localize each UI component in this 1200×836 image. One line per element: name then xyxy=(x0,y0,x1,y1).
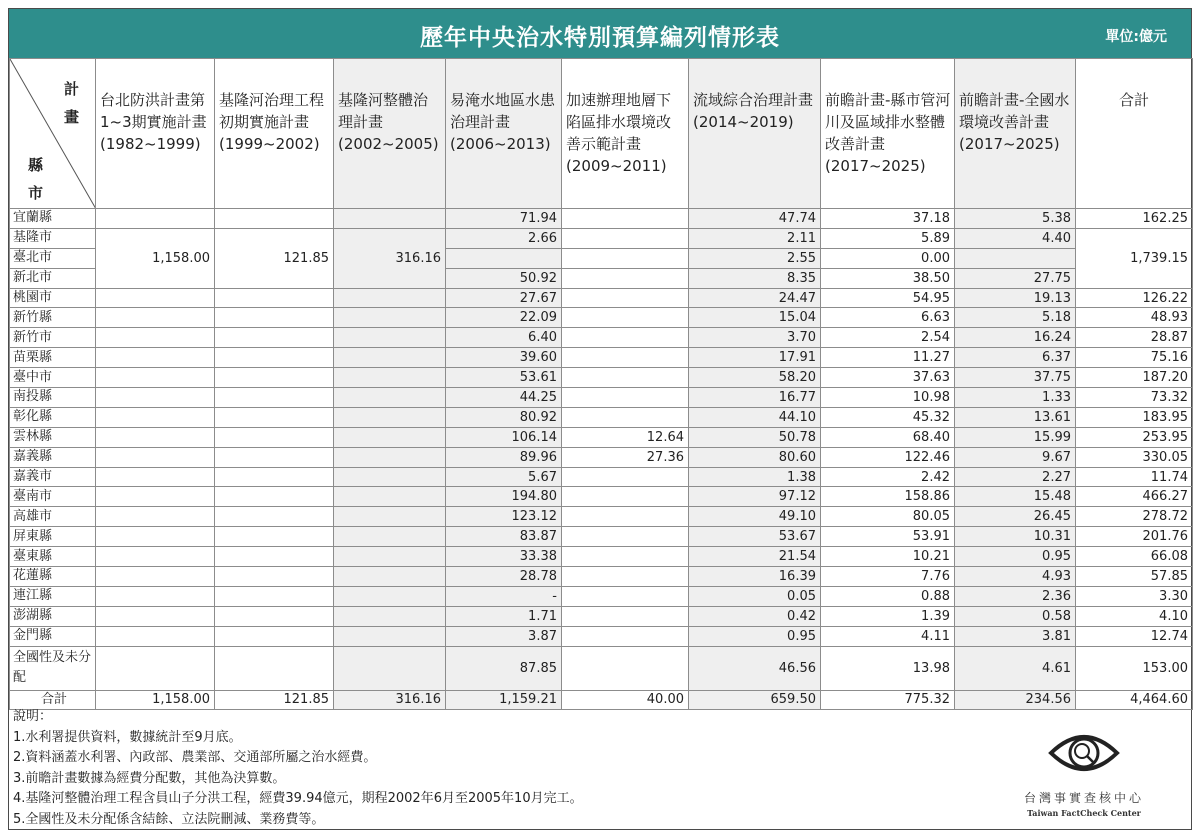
empty-cell xyxy=(96,507,215,527)
basin-value-cell: 24.47 xyxy=(689,288,821,308)
subsidence-value-cell xyxy=(562,407,689,427)
forward-water-value-cell: 5.38 xyxy=(955,209,1076,229)
county-name-cell: 臺南市 xyxy=(10,487,96,507)
forward-river-value-cell: 11.27 xyxy=(821,348,955,368)
budget-table-figure xyxy=(8,8,1192,830)
basin-value-cell: 2.11 xyxy=(689,228,821,248)
flood-prone-value-cell: 71.94 xyxy=(446,209,562,229)
row-total-cell: 201.76 xyxy=(1076,527,1193,547)
empty-cell xyxy=(96,407,215,427)
table-row xyxy=(10,626,1193,646)
forward-water-value-cell: 6.37 xyxy=(955,348,1076,368)
subsidence-value-cell xyxy=(562,248,689,268)
empty-cell xyxy=(215,447,334,467)
county-name-cell: 雲林縣 xyxy=(10,427,96,447)
flood-prone-value-cell: 28.78 xyxy=(446,567,562,587)
subsidence-value-cell xyxy=(562,328,689,348)
corner-county-label: 縣 市 xyxy=(28,156,44,202)
forward-water-value-cell: 1.33 xyxy=(955,388,1076,408)
county-name-cell: 苗栗縣 xyxy=(10,348,96,368)
empty-cell xyxy=(96,467,215,487)
table-row xyxy=(10,467,1193,487)
table-row xyxy=(10,527,1193,547)
forward-water-value-cell: 26.45 xyxy=(955,507,1076,527)
table-row xyxy=(10,407,1193,427)
row-total-cell: 28.87 xyxy=(1076,328,1193,348)
basin-value-cell: 2.55 xyxy=(689,248,821,268)
basin-value-cell: 97.12 xyxy=(689,487,821,507)
forward-water-value-cell: 13.61 xyxy=(955,407,1076,427)
table-row xyxy=(10,348,1193,368)
grand-total-cell: 316.16 xyxy=(334,690,446,709)
empty-cell xyxy=(334,527,446,547)
row-total-cell: 57.85 xyxy=(1076,567,1193,587)
grand-total-cell: 4,464.60 xyxy=(1076,690,1193,709)
forward-water-value-cell: 16.24 xyxy=(955,328,1076,348)
subsidence-value-cell xyxy=(562,467,689,487)
flood-prone-value-cell: 106.14 xyxy=(446,427,562,447)
subsidence-value-cell xyxy=(562,268,689,288)
flood-prone-value-cell: 87.85 xyxy=(446,646,562,690)
header-flood-prone: 易淹水地區水患治理計畫(2006~2013) xyxy=(446,59,562,209)
empty-cell xyxy=(215,586,334,606)
row-total-cell: 73.32 xyxy=(1076,388,1193,408)
flood-prone-value-cell xyxy=(446,248,562,268)
note-line: 1.水利署提供資料，數據統計至9月底。 xyxy=(13,729,242,745)
title-bar xyxy=(9,9,1191,58)
flood-prone-value-cell: 6.40 xyxy=(446,328,562,348)
forward-river-value-cell: 2.42 xyxy=(821,467,955,487)
basin-value-cell: 49.10 xyxy=(689,507,821,527)
county-name-cell: 臺東縣 xyxy=(10,547,96,567)
forward-river-value-cell: 13.98 xyxy=(821,646,955,690)
county-name-cell: 花蓮縣 xyxy=(10,567,96,587)
header-keelung-overall: 基隆河整體治理計畫(2002~2005) xyxy=(334,59,446,209)
empty-cell xyxy=(96,527,215,547)
row-total-cell: 11.74 xyxy=(1076,467,1193,487)
county-name-cell: 桃園市 xyxy=(10,288,96,308)
county-name-cell: 宜蘭縣 xyxy=(10,209,96,229)
row-total-cell: 278.72 xyxy=(1076,507,1193,527)
forward-river-value-cell: 4.11 xyxy=(821,626,955,646)
budget-table xyxy=(9,58,1193,710)
forward-river-value-cell: 0.00 xyxy=(821,248,955,268)
row-total-cell: 4.10 xyxy=(1076,606,1193,626)
empty-cell xyxy=(96,646,215,690)
forward-river-value-cell: 37.63 xyxy=(821,368,955,388)
row-total-cell: 162.25 xyxy=(1076,209,1193,229)
table-row xyxy=(10,447,1193,467)
basin-value-cell: 16.39 xyxy=(689,567,821,587)
empty-cell xyxy=(334,447,446,467)
header-subsidence: 加速辦理地層下陷區排水環境改善示範計畫(2009~2011) xyxy=(562,59,689,209)
empty-cell xyxy=(215,348,334,368)
flood-prone-value-cell: 194.80 xyxy=(446,487,562,507)
empty-cell xyxy=(334,368,446,388)
flood-prone-value-cell: 89.96 xyxy=(446,447,562,467)
forward-river-value-cell: 1.39 xyxy=(821,606,955,626)
empty-cell xyxy=(96,368,215,388)
empty-cell xyxy=(96,547,215,567)
forward-water-value-cell: 3.81 xyxy=(955,626,1076,646)
unit-label: 單位:億元 xyxy=(1105,29,1167,45)
logo xyxy=(1009,723,1159,823)
forward-water-value-cell: 5.18 xyxy=(955,308,1076,328)
subsidence-value-cell: 27.36 xyxy=(562,447,689,467)
flood-prone-value-cell: 22.09 xyxy=(446,308,562,328)
grand-total-cell: 1,159.21 xyxy=(446,690,562,709)
empty-cell xyxy=(96,567,215,587)
empty-cell xyxy=(334,586,446,606)
header-total: 合計 xyxy=(1076,59,1193,209)
subsidence-value-cell xyxy=(562,626,689,646)
grand-total-cell: 40.00 xyxy=(562,690,689,709)
table-row xyxy=(10,388,1193,408)
forward-water-value-cell: 15.48 xyxy=(955,487,1076,507)
county-name-cell: 嘉義縣 xyxy=(10,447,96,467)
row-total-cell: 75.16 xyxy=(1076,348,1193,368)
header-forward-water: 前瞻計畫-全國水環境改善計畫(2017~2025) xyxy=(955,59,1076,209)
forward-river-value-cell: 68.40 xyxy=(821,427,955,447)
county-name-cell: 基隆市 xyxy=(10,228,96,248)
forward-water-value-cell: 0.95 xyxy=(955,547,1076,567)
flood-prone-value-cell: 53.61 xyxy=(446,368,562,388)
empty-cell xyxy=(334,606,446,626)
forward-water-value-cell: 10.31 xyxy=(955,527,1076,547)
empty-cell xyxy=(215,527,334,547)
row-total-cell: 330.05 xyxy=(1076,447,1193,467)
header-basin: 流域綜合治理計畫(2014~2019) xyxy=(689,59,821,209)
flood-prone-value-cell: 80.92 xyxy=(446,407,562,427)
basin-value-cell: 58.20 xyxy=(689,368,821,388)
row-total-cell: 48.93 xyxy=(1076,308,1193,328)
flood-prone-value-cell: 33.38 xyxy=(446,547,562,567)
forward-river-value-cell: 6.63 xyxy=(821,308,955,328)
empty-cell xyxy=(215,427,334,447)
header-forward-river: 前瞻計畫-縣市管河川及區域排水整體改善計畫(2017~2025) xyxy=(821,59,955,209)
subsidence-value-cell xyxy=(562,308,689,328)
empty-cell xyxy=(215,626,334,646)
merged-north-total-cell: 1,739.15 xyxy=(1076,228,1193,288)
empty-cell xyxy=(96,348,215,368)
table-row xyxy=(10,567,1193,587)
empty-cell xyxy=(334,547,446,567)
merged-taipei-flood-cell: 1,158.00 xyxy=(96,228,215,288)
basin-value-cell: 47.74 xyxy=(689,209,821,229)
forward-water-value-cell: 19.13 xyxy=(955,288,1076,308)
basin-value-cell: 8.35 xyxy=(689,268,821,288)
subsidence-value-cell xyxy=(562,288,689,308)
basin-value-cell: 21.54 xyxy=(689,547,821,567)
empty-cell xyxy=(215,567,334,587)
empty-cell xyxy=(334,328,446,348)
empty-cell xyxy=(215,209,334,229)
table-row xyxy=(10,308,1193,328)
empty-cell xyxy=(96,606,215,626)
table-row-national xyxy=(10,646,1193,690)
flood-prone-value-cell: 2.66 xyxy=(446,228,562,248)
county-name-cell: 臺中市 xyxy=(10,368,96,388)
empty-cell xyxy=(334,288,446,308)
county-name-cell: 連江縣 xyxy=(10,586,96,606)
table-row xyxy=(10,547,1193,567)
merged-keelung-initial-cell: 121.85 xyxy=(215,228,334,288)
forward-river-value-cell: 37.18 xyxy=(821,209,955,229)
basin-value-cell: 3.70 xyxy=(689,328,821,348)
empty-cell xyxy=(96,308,215,328)
flood-prone-value-cell: 39.60 xyxy=(446,348,562,368)
grand-total-cell: 775.32 xyxy=(821,690,955,709)
forward-water-value-cell: 4.93 xyxy=(955,567,1076,587)
row-total-cell: 126.22 xyxy=(1076,288,1193,308)
basin-value-cell: 44.10 xyxy=(689,407,821,427)
empty-cell xyxy=(334,626,446,646)
empty-cell xyxy=(96,209,215,229)
subsidence-value-cell xyxy=(562,228,689,248)
table-row xyxy=(10,228,1193,248)
row-total-cell: 12.74 xyxy=(1076,626,1193,646)
empty-cell xyxy=(334,507,446,527)
logo-name-en: Taiwan FactCheck Center xyxy=(1027,808,1141,818)
empty-cell xyxy=(334,646,446,690)
subsidence-value-cell xyxy=(562,646,689,690)
empty-cell xyxy=(96,288,215,308)
eye-magnifier-icon xyxy=(1009,723,1159,789)
subsidence-value-cell xyxy=(562,586,689,606)
basin-value-cell: 15.04 xyxy=(689,308,821,328)
row-total-cell: 153.00 xyxy=(1076,646,1193,690)
county-name-cell: 新北市 xyxy=(10,268,96,288)
empty-cell xyxy=(334,308,446,328)
notes xyxy=(13,707,583,830)
forward-river-value-cell: 53.91 xyxy=(821,527,955,547)
table-row xyxy=(10,487,1193,507)
table-row xyxy=(10,427,1193,447)
forward-water-value-cell: 9.67 xyxy=(955,447,1076,467)
empty-cell xyxy=(96,328,215,348)
table-row xyxy=(10,209,1193,229)
forward-river-value-cell: 122.46 xyxy=(821,447,955,467)
forward-river-value-cell: 45.32 xyxy=(821,407,955,427)
flood-prone-value-cell: 1.71 xyxy=(446,606,562,626)
basin-value-cell: 53.67 xyxy=(689,527,821,547)
subsidence-value-cell xyxy=(562,567,689,587)
empty-cell xyxy=(334,427,446,447)
subsidence-value-cell xyxy=(562,368,689,388)
basin-value-cell: 0.42 xyxy=(689,606,821,626)
flood-prone-value-cell: 123.12 xyxy=(446,507,562,527)
table-row xyxy=(10,328,1193,348)
row-total-cell: 466.27 xyxy=(1076,487,1193,507)
subsidence-value-cell xyxy=(562,527,689,547)
empty-cell xyxy=(215,646,334,690)
subsidence-value-cell xyxy=(562,606,689,626)
subsidence-value-cell xyxy=(562,487,689,507)
empty-cell xyxy=(215,547,334,567)
forward-river-value-cell: 80.05 xyxy=(821,507,955,527)
logo-name-cn: 台灣事實查核中心 xyxy=(1023,791,1144,805)
forward-river-value-cell: 158.86 xyxy=(821,487,955,507)
note-line: 5.全國性及未分配係含結餘、立法院刪減、業務費等。 xyxy=(13,811,325,827)
row-total-cell: 66.08 xyxy=(1076,547,1193,567)
county-name-cell: 全國性及未分配 xyxy=(10,646,96,690)
forward-river-value-cell: 7.76 xyxy=(821,567,955,587)
forward-water-value-cell: 37.75 xyxy=(955,368,1076,388)
forward-water-value-cell: 2.36 xyxy=(955,586,1076,606)
empty-cell xyxy=(215,388,334,408)
basin-value-cell: 16.77 xyxy=(689,388,821,408)
empty-cell xyxy=(96,487,215,507)
basin-value-cell: 0.95 xyxy=(689,626,821,646)
subsidence-value-cell xyxy=(562,388,689,408)
empty-cell xyxy=(215,467,334,487)
empty-cell xyxy=(215,487,334,507)
county-name-cell: 嘉義市 xyxy=(10,467,96,487)
forward-water-value-cell: 27.75 xyxy=(955,268,1076,288)
empty-cell xyxy=(96,427,215,447)
table-row xyxy=(10,507,1193,527)
empty-cell xyxy=(215,288,334,308)
empty-cell xyxy=(334,567,446,587)
merged-keelung-overall-cell: 316.16 xyxy=(334,228,446,288)
flood-prone-value-cell: 83.87 xyxy=(446,527,562,547)
empty-cell xyxy=(334,388,446,408)
total-label-cell: 合計 xyxy=(10,690,96,709)
grand-total-cell: 659.50 xyxy=(689,690,821,709)
empty-cell xyxy=(215,308,334,328)
header-taipei-flood: 台北防洪計畫第1~3期實施計畫(1982~1999) xyxy=(96,59,215,209)
table-row xyxy=(10,368,1193,388)
empty-cell xyxy=(215,606,334,626)
forward-water-value-cell: 0.58 xyxy=(955,606,1076,626)
county-name-cell: 新竹縣 xyxy=(10,308,96,328)
forward-river-value-cell: 2.54 xyxy=(821,328,955,348)
forward-river-value-cell: 0.88 xyxy=(821,586,955,606)
corner-plan-label: 計 畫 xyxy=(63,80,79,126)
subsidence-value-cell xyxy=(562,209,689,229)
diagonal-line xyxy=(10,59,96,209)
empty-cell xyxy=(96,626,215,646)
forward-river-value-cell: 54.95 xyxy=(821,288,955,308)
forward-river-value-cell: 10.21 xyxy=(821,547,955,567)
row-total-cell: 3.30 xyxy=(1076,586,1193,606)
basin-value-cell: 46.56 xyxy=(689,646,821,690)
flood-prone-value-cell: 50.92 xyxy=(446,268,562,288)
forward-water-value-cell: 15.99 xyxy=(955,427,1076,447)
subsidence-value-cell xyxy=(562,547,689,567)
subsidence-value-cell: 12.64 xyxy=(562,427,689,447)
page-title: 歷年中央治水特別預算編列情形表 xyxy=(420,25,780,51)
table-row xyxy=(10,606,1193,626)
subsidence-value-cell xyxy=(562,507,689,527)
note-line: 2.資料涵蓋水利署、內政部、農業部、交通部所屬之治水經費。 xyxy=(13,750,377,765)
grand-total-cell: 121.85 xyxy=(215,690,334,709)
county-name-cell: 南投縣 xyxy=(10,388,96,408)
header-keelung-initial: 基隆河治理工程初期實施計畫(1999~2002) xyxy=(215,59,334,209)
grand-total-cell: 1,158.00 xyxy=(96,690,215,709)
basin-value-cell: 1.38 xyxy=(689,467,821,487)
basin-value-cell: 0.05 xyxy=(689,586,821,606)
county-name-cell: 彰化縣 xyxy=(10,407,96,427)
empty-cell xyxy=(334,467,446,487)
empty-cell xyxy=(215,507,334,527)
county-name-cell: 臺北市 xyxy=(10,248,96,268)
county-name-cell: 屏東縣 xyxy=(10,527,96,547)
row-total-cell: 187.20 xyxy=(1076,368,1193,388)
flood-prone-value-cell: 44.25 xyxy=(446,388,562,408)
empty-cell xyxy=(96,388,215,408)
empty-cell xyxy=(215,328,334,348)
forward-river-value-cell: 10.98 xyxy=(821,388,955,408)
grand-total-cell: 234.56 xyxy=(955,690,1076,709)
note-line: 3.前瞻計畫數據為經費分配數，其他為決算數。 xyxy=(13,770,286,786)
row-total-cell: 253.95 xyxy=(1076,427,1193,447)
forward-water-value-cell: 4.40 xyxy=(955,228,1076,248)
forward-river-value-cell: 38.50 xyxy=(821,268,955,288)
basin-value-cell: 50.78 xyxy=(689,427,821,447)
forward-river-value-cell: 5.89 xyxy=(821,228,955,248)
corner-header-cell xyxy=(10,59,96,209)
county-name-cell: 金門縣 xyxy=(10,626,96,646)
table-row xyxy=(10,586,1193,606)
empty-cell xyxy=(334,348,446,368)
basin-value-cell: 17.91 xyxy=(689,348,821,368)
basin-value-cell: 80.60 xyxy=(689,447,821,467)
note-line: 說明： xyxy=(13,709,53,724)
forward-water-value-cell xyxy=(955,248,1076,268)
empty-cell xyxy=(215,407,334,427)
empty-cell xyxy=(334,407,446,427)
flood-prone-value-cell: 5.67 xyxy=(446,467,562,487)
empty-cell xyxy=(96,586,215,606)
empty-cell xyxy=(334,209,446,229)
flood-prone-value-cell: - xyxy=(446,586,562,606)
forward-water-value-cell: 2.27 xyxy=(955,467,1076,487)
empty-cell xyxy=(334,487,446,507)
table-row xyxy=(10,288,1193,308)
county-name-cell: 新竹市 xyxy=(10,328,96,348)
county-name-cell: 高雄市 xyxy=(10,507,96,527)
note-line: 4.基隆河整體治理工程含員山子分洪工程，經費39.94億元，期程2002年6月至2005年10月完工。 xyxy=(13,791,583,806)
county-name-cell: 澎湖縣 xyxy=(10,606,96,626)
empty-cell xyxy=(96,447,215,467)
flood-prone-value-cell: 3.87 xyxy=(446,626,562,646)
flood-prone-value-cell: 27.67 xyxy=(446,288,562,308)
empty-cell xyxy=(215,368,334,388)
subsidence-value-cell xyxy=(562,348,689,368)
row-total-cell: 183.95 xyxy=(1076,407,1193,427)
forward-water-value-cell: 4.61 xyxy=(955,646,1076,690)
